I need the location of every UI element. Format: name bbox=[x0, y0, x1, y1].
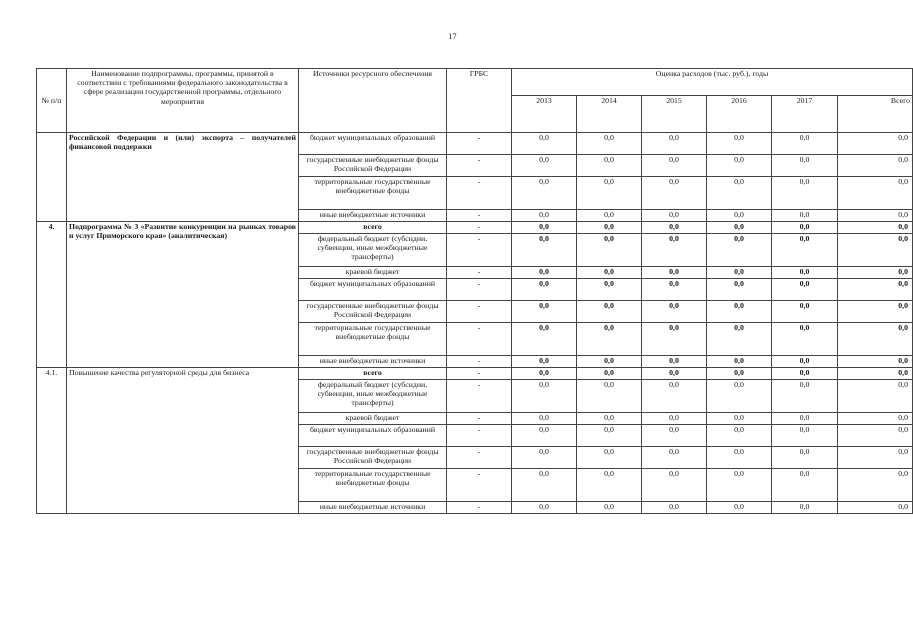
year-value: 0,0 bbox=[512, 177, 577, 210]
funding-source: бюджет муниципальных образований bbox=[299, 133, 447, 155]
grbs-cell: - bbox=[447, 413, 512, 425]
total-value: 0,0 bbox=[838, 380, 913, 413]
header-total: Всего bbox=[838, 96, 913, 133]
year-value: 0,0 bbox=[772, 502, 838, 514]
total-value: 0,0 bbox=[838, 210, 913, 222]
year-value: 0,0 bbox=[772, 177, 838, 210]
year-value: 0,0 bbox=[772, 413, 838, 425]
year-value: 0,0 bbox=[642, 425, 707, 447]
year-value: 0,0 bbox=[577, 133, 642, 155]
grbs-cell: - bbox=[447, 177, 512, 210]
year-value: 0,0 bbox=[642, 356, 707, 368]
year-value: 0,0 bbox=[642, 380, 707, 413]
row-index bbox=[37, 133, 67, 222]
year-value: 0,0 bbox=[772, 469, 838, 502]
year-value: 0,0 bbox=[577, 267, 642, 279]
grbs-cell: - bbox=[447, 356, 512, 368]
year-value: 0,0 bbox=[577, 301, 642, 323]
year-value: 0,0 bbox=[707, 368, 772, 380]
year-value: 0,0 bbox=[707, 222, 772, 234]
year-value: 0,0 bbox=[707, 425, 772, 447]
grbs-cell: - bbox=[447, 267, 512, 279]
header-estimate: Оценка расходов (тыс. руб.), годы bbox=[512, 69, 913, 96]
year-value: 0,0 bbox=[577, 177, 642, 210]
table-row bbox=[37, 133, 913, 155]
year-value: 0,0 bbox=[707, 234, 772, 267]
total-value: 0,0 bbox=[838, 222, 913, 234]
year-value: 0,0 bbox=[577, 469, 642, 502]
year-value: 0,0 bbox=[642, 413, 707, 425]
year-value: 0,0 bbox=[512, 356, 577, 368]
year-value: 0,0 bbox=[707, 267, 772, 279]
total-value: 0,0 bbox=[838, 267, 913, 279]
grbs-cell: - bbox=[447, 133, 512, 155]
total-value: 0,0 bbox=[838, 469, 913, 502]
year-value: 0,0 bbox=[707, 447, 772, 469]
year-value: 0,0 bbox=[642, 177, 707, 210]
year-value: 0,0 bbox=[707, 469, 772, 502]
grbs-cell: - bbox=[447, 301, 512, 323]
year-value: 0,0 bbox=[707, 413, 772, 425]
year-value: 0,0 bbox=[512, 222, 577, 234]
funding-source: краевой бюджет bbox=[299, 413, 447, 425]
year-value: 0,0 bbox=[642, 155, 707, 177]
year-value: 0,0 bbox=[512, 447, 577, 469]
funding-source: территориальные государственные внебюджетные фонды bbox=[299, 469, 447, 502]
program-name: Подпрограмма № 3 «Развитие конкуренции на рынках товаров и услуг Приморского края» (аналитическая) bbox=[67, 222, 299, 368]
year-value: 0,0 bbox=[577, 234, 642, 267]
program-name: Российской Федерации и (или) экспорта – получателей финансовой поддержки bbox=[67, 133, 299, 222]
funding-source: федеральный бюджет (субсидии, субвенции, иные межбюджетные трансферты) bbox=[299, 234, 447, 267]
total-value: 0,0 bbox=[838, 301, 913, 323]
funding-source: иные внебюджетные источники bbox=[299, 356, 447, 368]
grbs-cell: - bbox=[447, 279, 512, 301]
header-grbs: ГРБС bbox=[447, 69, 512, 133]
year-value: 0,0 bbox=[707, 133, 772, 155]
year-value: 0,0 bbox=[512, 301, 577, 323]
total-value: 0,0 bbox=[838, 502, 913, 514]
year-value: 0,0 bbox=[642, 267, 707, 279]
year-value: 0,0 bbox=[512, 267, 577, 279]
grbs-cell: - bbox=[447, 380, 512, 413]
header-year: 2016 bbox=[707, 96, 772, 133]
year-value: 0,0 bbox=[577, 210, 642, 222]
table-row bbox=[37, 222, 913, 234]
year-value: 0,0 bbox=[772, 323, 838, 356]
funding-source: бюджет муниципальных образований bbox=[299, 279, 447, 301]
year-value: 0,0 bbox=[577, 368, 642, 380]
year-value: 0,0 bbox=[772, 301, 838, 323]
year-value: 0,0 bbox=[707, 356, 772, 368]
year-value: 0,0 bbox=[772, 267, 838, 279]
header-row-1 bbox=[37, 69, 913, 96]
year-value: 0,0 bbox=[642, 222, 707, 234]
year-value: 0,0 bbox=[512, 413, 577, 425]
grbs-cell: - bbox=[447, 368, 512, 380]
year-value: 0,0 bbox=[772, 222, 838, 234]
row-index: 4.1. bbox=[37, 368, 67, 514]
funding-source: всего bbox=[299, 368, 447, 380]
year-value: 0,0 bbox=[772, 447, 838, 469]
funding-source: государственные внебюджетные фонды Российской Федерации bbox=[299, 301, 447, 323]
total-value: 0,0 bbox=[838, 234, 913, 267]
total-value: 0,0 bbox=[838, 413, 913, 425]
header-sources: Источники ресурсного обеспечения bbox=[299, 69, 447, 133]
year-value: 0,0 bbox=[512, 502, 577, 514]
total-value: 0,0 bbox=[838, 155, 913, 177]
year-value: 0,0 bbox=[707, 210, 772, 222]
header-year: 2013 bbox=[512, 96, 577, 133]
grbs-cell: - bbox=[447, 155, 512, 177]
funding-source: краевой бюджет bbox=[299, 267, 447, 279]
year-value: 0,0 bbox=[577, 155, 642, 177]
year-value: 0,0 bbox=[577, 356, 642, 368]
year-value: 0,0 bbox=[772, 425, 838, 447]
year-value: 0,0 bbox=[512, 279, 577, 301]
year-value: 0,0 bbox=[577, 447, 642, 469]
year-value: 0,0 bbox=[707, 301, 772, 323]
year-value: 0,0 bbox=[577, 279, 642, 301]
total-value: 0,0 bbox=[838, 279, 913, 301]
year-value: 0,0 bbox=[772, 234, 838, 267]
funding-source: государственные внебюджетные фонды Российской Федерации bbox=[299, 447, 447, 469]
year-value: 0,0 bbox=[772, 279, 838, 301]
grbs-cell: - bbox=[447, 210, 512, 222]
year-value: 0,0 bbox=[772, 155, 838, 177]
year-value: 0,0 bbox=[772, 210, 838, 222]
year-value: 0,0 bbox=[577, 413, 642, 425]
year-value: 0,0 bbox=[642, 133, 707, 155]
year-value: 0,0 bbox=[707, 323, 772, 356]
year-value: 0,0 bbox=[577, 425, 642, 447]
header-index: № п/п bbox=[37, 69, 67, 133]
header-year: 2015 bbox=[642, 96, 707, 133]
year-value: 0,0 bbox=[577, 323, 642, 356]
total-value: 0,0 bbox=[838, 133, 913, 155]
year-value: 0,0 bbox=[772, 380, 838, 413]
year-value: 0,0 bbox=[642, 447, 707, 469]
year-value: 0,0 bbox=[512, 469, 577, 502]
year-value: 0,0 bbox=[772, 133, 838, 155]
year-value: 0,0 bbox=[512, 380, 577, 413]
year-value: 0,0 bbox=[512, 368, 577, 380]
year-value: 0,0 bbox=[512, 155, 577, 177]
year-value: 0,0 bbox=[577, 380, 642, 413]
budget-table bbox=[36, 68, 913, 514]
funding-source: бюджет муниципальных образований bbox=[299, 425, 447, 447]
year-value: 0,0 bbox=[512, 133, 577, 155]
year-value: 0,0 bbox=[642, 279, 707, 301]
grbs-cell: - bbox=[447, 447, 512, 469]
funding-source: иные внебюджетные источники bbox=[299, 502, 447, 514]
funding-source: федеральный бюджет (субсидии, субвенции, иные межбюджетные трансферты) bbox=[299, 380, 447, 413]
year-value: 0,0 bbox=[772, 368, 838, 380]
program-name: Повышение качества регуляторной среды для бизнеса bbox=[67, 368, 299, 514]
year-value: 0,0 bbox=[577, 502, 642, 514]
grbs-cell: - bbox=[447, 222, 512, 234]
year-value: 0,0 bbox=[642, 301, 707, 323]
funding-source: территориальные государственные внебюджетные фонды bbox=[299, 323, 447, 356]
grbs-cell: - bbox=[447, 234, 512, 267]
grbs-cell: - bbox=[447, 323, 512, 356]
year-value: 0,0 bbox=[512, 234, 577, 267]
funding-source: всего bbox=[299, 222, 447, 234]
total-value: 0,0 bbox=[838, 368, 913, 380]
year-value: 0,0 bbox=[512, 210, 577, 222]
year-value: 0,0 bbox=[577, 222, 642, 234]
year-value: 0,0 bbox=[707, 155, 772, 177]
funding-source: государственные внебюджетные фонды Российской Федерации bbox=[299, 155, 447, 177]
year-value: 0,0 bbox=[707, 279, 772, 301]
year-value: 0,0 bbox=[642, 469, 707, 502]
year-value: 0,0 bbox=[642, 234, 707, 267]
year-value: 0,0 bbox=[707, 502, 772, 514]
year-value: 0,0 bbox=[512, 323, 577, 356]
grbs-cell: - bbox=[447, 425, 512, 447]
year-value: 0,0 bbox=[642, 368, 707, 380]
grbs-cell: - bbox=[447, 469, 512, 502]
total-value: 0,0 bbox=[838, 425, 913, 447]
table-row bbox=[37, 368, 913, 380]
year-value: 0,0 bbox=[642, 502, 707, 514]
page-number: 17 bbox=[448, 32, 457, 41]
year-value: 0,0 bbox=[642, 210, 707, 222]
grbs-cell: - bbox=[447, 502, 512, 514]
header-name: Наименование подпрограммы, программы, принятой в соответствии с требованиями федерального законодательства в сфере реализации государственной программы, отдельного мероприятия bbox=[67, 69, 299, 133]
row-index: 4. bbox=[37, 222, 67, 368]
header-year: 2017 bbox=[772, 96, 838, 133]
header-year: 2014 bbox=[577, 96, 642, 133]
funding-source: иные внебюджетные источники bbox=[299, 210, 447, 222]
year-value: 0,0 bbox=[707, 380, 772, 413]
year-value: 0,0 bbox=[772, 356, 838, 368]
total-value: 0,0 bbox=[838, 323, 913, 356]
year-value: 0,0 bbox=[642, 323, 707, 356]
year-value: 0,0 bbox=[707, 177, 772, 210]
funding-source: территориальные государственные внебюджетные фонды bbox=[299, 177, 447, 210]
total-value: 0,0 bbox=[838, 356, 913, 368]
total-value: 0,0 bbox=[838, 177, 913, 210]
year-value: 0,0 bbox=[512, 425, 577, 447]
total-value: 0,0 bbox=[838, 447, 913, 469]
